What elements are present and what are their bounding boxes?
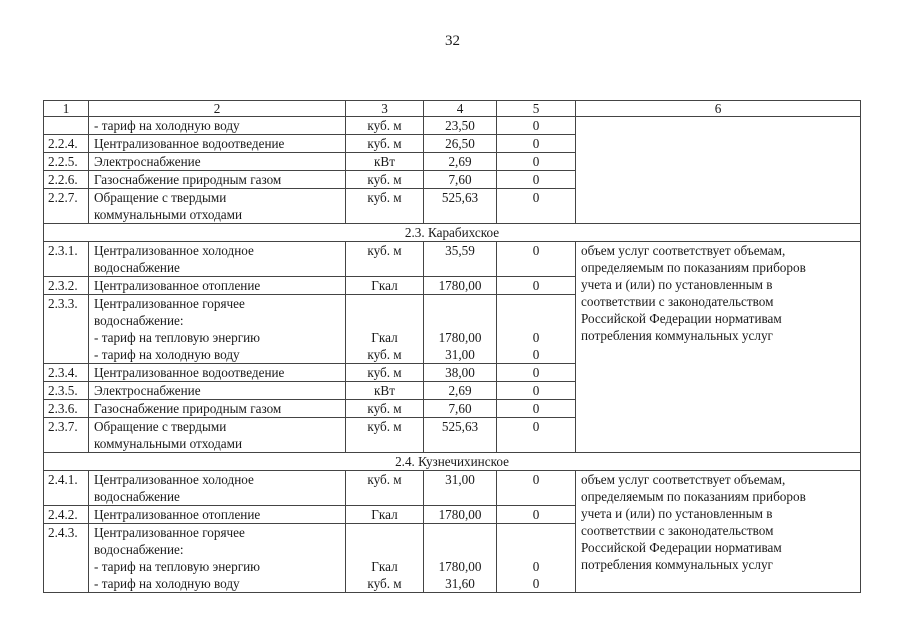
row-number xyxy=(44,117,89,135)
tariff-value: 1780,00 xyxy=(424,277,497,295)
header-cell: 3 xyxy=(346,101,424,117)
unit-line: куб. м xyxy=(367,347,402,362)
row-number: 2.4.3. xyxy=(44,524,89,593)
notes-cell-line: объем услуг соответствует объемам, xyxy=(581,243,786,258)
header-cell: 6 xyxy=(576,101,861,117)
unit xyxy=(346,295,424,364)
service-name xyxy=(89,418,346,453)
service-name-line: - тариф на холодную воду xyxy=(94,347,240,362)
notes-cell-line: определяемым по показаниям приборов xyxy=(581,489,806,504)
service-name xyxy=(89,524,346,593)
row-number: 2.2.7. xyxy=(44,189,89,224)
tariff-value: 7,60 xyxy=(424,400,497,418)
row-number: 2.2.6. xyxy=(44,171,89,189)
service-name: Газоснабжение природным газом xyxy=(89,400,346,418)
tariff-value-line: 1780,00 xyxy=(438,559,482,574)
unit: куб. м xyxy=(346,135,424,153)
service-name: Газоснабжение природным газом xyxy=(89,171,346,189)
tariff-value-line xyxy=(429,524,491,541)
unit-line: Гкал xyxy=(371,330,398,345)
header-cell: 1 xyxy=(44,101,89,117)
row-number: 2.3.1. xyxy=(44,242,89,277)
tariff-value: 31,00 xyxy=(424,471,497,506)
tariff-value-line: 31,60 xyxy=(445,576,475,591)
unit-line xyxy=(351,541,418,558)
tariff-value: 1780,00 xyxy=(424,506,497,524)
service-name xyxy=(89,189,346,224)
row-number: 2.3.5. xyxy=(44,382,89,400)
row-number: 2.2.5. xyxy=(44,153,89,171)
service-name-line: водоснабжение xyxy=(94,489,180,504)
column-5-value: 0 xyxy=(497,418,576,453)
column-5-value-line: 0 xyxy=(532,347,540,362)
service-name-line: водоснабжение: xyxy=(94,313,184,328)
column-5-value: 0 xyxy=(497,171,576,189)
column-5-value xyxy=(497,524,576,593)
notes-cell-line: Российской Федерации нормативам xyxy=(581,311,782,326)
row-number: 2.4.1. xyxy=(44,471,89,506)
tariff-value: 35,59 xyxy=(424,242,497,277)
tariff-table xyxy=(43,100,861,593)
notes-cell-line: учета и (или) по установленным в xyxy=(581,506,773,521)
column-5-value: 0 xyxy=(497,189,576,224)
unit: куб. м xyxy=(346,400,424,418)
service-name xyxy=(89,242,346,277)
tariff-value xyxy=(424,524,497,593)
service-name: Централизованное водоотведение xyxy=(89,135,346,153)
header-row xyxy=(44,101,861,117)
table-row xyxy=(44,242,861,277)
unit: Гкал xyxy=(346,277,424,295)
notes-cell-line: определяемым по показаниям приборов xyxy=(581,260,806,275)
unit: кВт xyxy=(346,382,424,400)
service-name-line: водоснабжение: xyxy=(94,542,184,557)
unit: куб. м xyxy=(346,364,424,382)
service-name-line: - тариф на тепловую энергию xyxy=(94,330,261,345)
notes-cell xyxy=(576,242,861,453)
notes-cell-line: Российской Федерации нормативам xyxy=(581,540,782,555)
column-5-value: 0 xyxy=(497,117,576,135)
section-title: 2.4. Кузнечихинское xyxy=(44,453,861,471)
tariff-value: 525,63 xyxy=(424,418,497,453)
column-5-value xyxy=(497,295,576,364)
column-5-value-line xyxy=(502,295,570,312)
row-number: 2.2.4. xyxy=(44,135,89,153)
column-5-value: 0 xyxy=(497,242,576,277)
service-name-line: водоснабжение xyxy=(94,260,180,275)
tariff-value: 525,63 xyxy=(424,189,497,224)
notes-cell-line: учета и (или) по установленным в xyxy=(581,277,773,292)
column-5-value: 0 xyxy=(497,364,576,382)
tariff-value xyxy=(424,295,497,364)
service-name xyxy=(89,295,346,364)
unit-line xyxy=(351,312,418,329)
column-5-value-line: 0 xyxy=(532,559,540,574)
header-cell: 2 xyxy=(89,101,346,117)
unit: куб. м xyxy=(346,471,424,506)
service-name: Централизованное отопление xyxy=(89,277,346,295)
service-name-line: - тариф на тепловую энергию xyxy=(94,559,261,574)
unit-line: куб. м xyxy=(367,576,402,591)
service-name-line: Централизованное холодное xyxy=(94,472,254,487)
service-name-line: Обращение с твердыми xyxy=(94,190,227,205)
service-name-line: коммунальными отходами xyxy=(94,207,243,222)
service-name-line: Централизованное холодное xyxy=(94,243,254,258)
service-name-line: Централизованное горячее xyxy=(94,525,245,540)
unit-line xyxy=(351,524,418,541)
notes-cell-line: соответствии с законодательством xyxy=(581,523,774,538)
column-5-value: 0 xyxy=(497,382,576,400)
service-name xyxy=(89,471,346,506)
tariff-value: 2,69 xyxy=(424,382,497,400)
row-number: 2.3.2. xyxy=(44,277,89,295)
tariff-value: 26,50 xyxy=(424,135,497,153)
notes-cell-line: потребления коммунальных услуг xyxy=(581,557,773,572)
service-name: Централизованное отопление xyxy=(89,506,346,524)
service-name: Электроснабжение xyxy=(89,153,346,171)
column-5-value: 0 xyxy=(497,506,576,524)
unit: куб. м xyxy=(346,418,424,453)
tariff-value-line xyxy=(429,312,491,329)
service-name-line: коммунальными отходами xyxy=(94,436,243,451)
page-number: 32 xyxy=(445,33,460,49)
unit: куб. м xyxy=(346,189,424,224)
column-5-value-line xyxy=(502,524,570,541)
tariff-value-line xyxy=(429,295,491,312)
tariff-value: 2,69 xyxy=(424,153,497,171)
row-number: 2.4.2. xyxy=(44,506,89,524)
column-5-value: 0 xyxy=(497,471,576,506)
table-row xyxy=(44,471,861,506)
row-number: 2.3.4. xyxy=(44,364,89,382)
tariff-value-line: 31,00 xyxy=(445,347,475,362)
column-5-value-line: 0 xyxy=(532,330,540,345)
notes-cell-line: потребления коммунальных услуг xyxy=(581,328,773,343)
column-5-value-line xyxy=(502,541,570,558)
service-name: - тариф на холодную воду xyxy=(89,117,346,135)
column-5-value-line: 0 xyxy=(532,576,540,591)
column-5-value: 0 xyxy=(497,153,576,171)
unit: Гкал xyxy=(346,506,424,524)
unit-line: Гкал xyxy=(371,559,398,574)
section-row xyxy=(44,453,861,471)
section-row xyxy=(44,224,861,242)
column-5-value: 0 xyxy=(497,400,576,418)
notes-cell xyxy=(576,117,861,224)
notes-cell-line: соответствии с законодательством xyxy=(581,294,774,309)
row-number: 2.3.7. xyxy=(44,418,89,453)
unit: кВт xyxy=(346,153,424,171)
column-5-value: 0 xyxy=(497,135,576,153)
service-name-line: - тариф на холодную воду xyxy=(94,576,240,591)
notes-cell xyxy=(576,471,861,593)
table-row xyxy=(44,117,861,135)
unit-line xyxy=(351,295,418,312)
unit: куб. м xyxy=(346,242,424,277)
unit xyxy=(346,524,424,593)
row-number: 2.3.3. xyxy=(44,295,89,364)
unit: куб. м xyxy=(346,117,424,135)
tariff-value-line: 1780,00 xyxy=(438,330,482,345)
column-5-value-line xyxy=(502,312,570,329)
section-title: 2.3. Карабихское xyxy=(44,224,861,242)
tariff-value: 7,60 xyxy=(424,171,497,189)
service-name: Централизованное водоотведение xyxy=(89,364,346,382)
header-cell: 4 xyxy=(424,101,497,117)
service-name: Электроснабжение xyxy=(89,382,346,400)
unit: куб. м xyxy=(346,171,424,189)
header-cell: 5 xyxy=(497,101,576,117)
column-5-value: 0 xyxy=(497,277,576,295)
notes-cell-line: объем услуг соответствует объемам, xyxy=(581,472,786,487)
tariff-value: 23,50 xyxy=(424,117,497,135)
service-name-line: Централизованное горячее xyxy=(94,296,245,311)
tariff-value: 38,00 xyxy=(424,364,497,382)
tariff-value-line xyxy=(429,541,491,558)
service-name-line: Обращение с твердыми xyxy=(94,419,227,434)
row-number: 2.3.6. xyxy=(44,400,89,418)
